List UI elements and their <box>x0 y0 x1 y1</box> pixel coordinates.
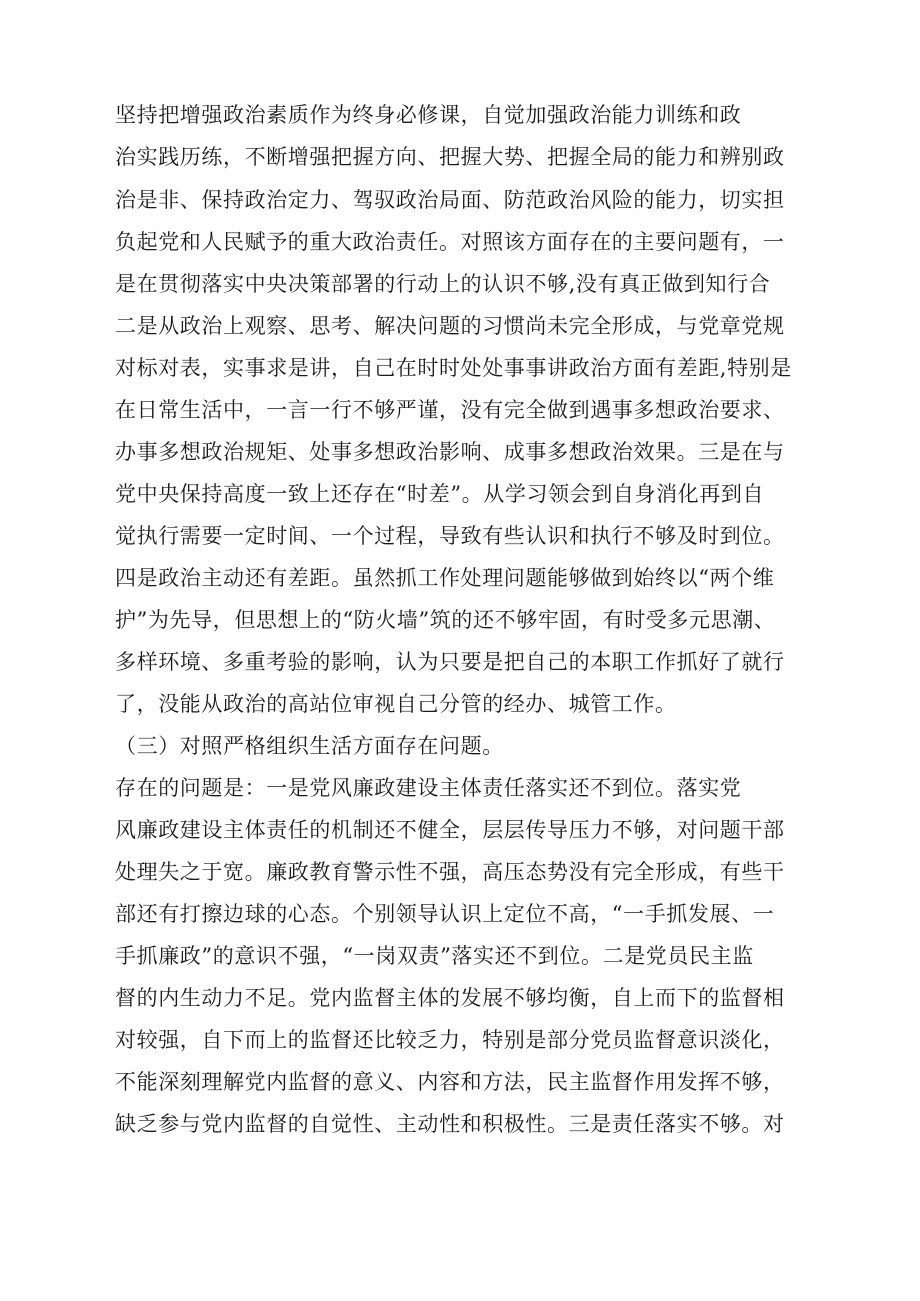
text-line: 部还有打擦边球的心态。个别领导认识上定位不高，“一手抓发展、一 <box>115 902 775 926</box>
text-line: 觉执行需要一定时间、一个过程，导致有些认识和执行不够及时到位。 <box>115 524 785 548</box>
text-line: 不能深刻理解党内监督的意义、内容和方法，民主监督作用发挥不够， <box>115 1070 785 1094</box>
text-line: 缺乏参与党内监督的自觉性、主动性和积极性。三是责任落实不够。对 <box>115 1112 785 1136</box>
text-line: 了，没能从政治的高站位审视自己分管的经办、城管工作。 <box>115 692 677 716</box>
text-line: 风廉政建设主体责任的机制还不健全，层层传导压力不够，对问题干部 <box>115 818 785 842</box>
text-line: 治实践历练，不断增强把握方向、把握大势、把握全局的能力和辨别政 <box>115 145 785 169</box>
text-line: 督的内生动力不足。党内监督主体的发展不够均衡，自上而下的监督相 <box>115 986 785 1010</box>
text-line: 存在的问题是：一是党风廉政建设主体责任落实还不到位。落实党 <box>115 776 742 800</box>
text-line: 处理失之于宽。廉政教育警示性不强，高压态势没有完全形成，有些干 <box>115 860 785 884</box>
section-heading: （三）对照严格组织生活方面存在问题。 <box>115 734 504 758</box>
text-line: 在日常生活中，一言一行不够严谨，没有完全做到遇事多想政治要求、 <box>115 398 785 422</box>
text-line: 负起党和人民赋予的重大政治责任。对照该方面存在的主要问题有，一 <box>115 230 785 254</box>
text-line: 四是政治主动还有差距。虽然抓工作处理问题能够做到始终以“两个维 <box>115 566 775 590</box>
text-line: 护”为先导，但思想上的“防火墙”筑的还不够牢固，有时受多元思潮、 <box>115 608 776 632</box>
text-line: 坚持把增强政治素质作为终身必修课，自觉加强政治能力训练和政 <box>115 103 742 127</box>
text-line: 治是非、保持政治定力、驾驭政治局面、防范政治风险的能力，切实担 <box>115 188 785 212</box>
text-line: 对标对表，实事求是讲，自己在时时处处事事讲政治方面有差距,特别是 <box>115 356 792 380</box>
text-line: 党中央保持高度一致上还存在“时差”。从学习领会到自身消化再到自 <box>115 482 765 506</box>
text-line: 对较强，自下而上的监督还比较乏力，特别是部分党员监督意识淡化， <box>115 1028 785 1052</box>
text-line: 手抓廉政”的意识不强，“一岗双责”落实还不到位。二是党员民主监 <box>115 944 754 968</box>
text-line: 办事多想政治规矩、处事多想政治影响、成事多想政治效果。三是在与 <box>115 440 785 464</box>
text-line: 多样环境、多重考验的影响，认为只要是把自己的本职工作抓好了就行 <box>115 650 785 674</box>
text-line: 二是从政治上观察、思考、解决问题的习惯尚未完全形成，与党章党规 <box>115 314 785 338</box>
text-line: 是在贯彻落实中央决策部署的行动上的认识不够,没有真正做到知行合 <box>115 272 771 296</box>
